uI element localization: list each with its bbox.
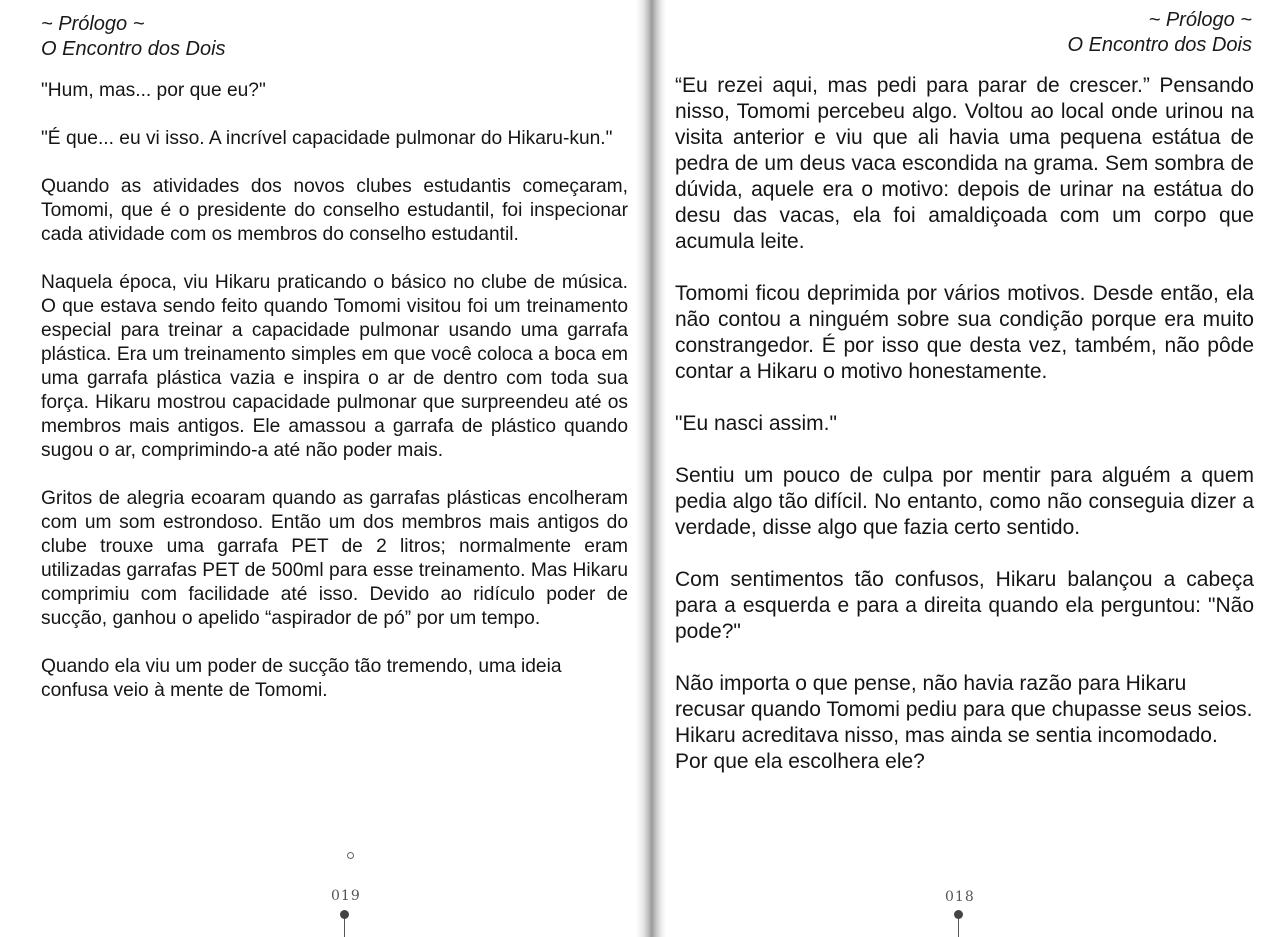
paragraph: Naquela época, viu Hikaru praticando o básico no clube de música. O que estava sendo feito quando Tomomi visitou foi um treinamento especial para treinar a capacidade pulmonar usando uma garrafa plástica. Era um treinamento simples em que você coloca a boca em uma garrafa plástica vazia e inspira o ar de dentro com toda sua força. Hikaru mostrou capacidade pulmonar que surpreendeu até os membros mais antigos. Ele amassou a garrafa de plástico quando sugou o ar, comprimindo-a até não poder mais. [41, 272, 628, 461]
page-number-right: 018 [945, 889, 975, 905]
paragraph: "Eu nasci assim." [675, 412, 837, 435]
chapter-header-right [1067, 8, 1252, 57]
chapter-subtitle: O Encontro dos Dois [41, 37, 226, 60]
right-page [656, 0, 1280, 937]
paragraph: "Hum, mas... por que eu?" [41, 80, 266, 101]
paragraph: Com sentimentos tão confusos, Hikaru balançou a cabeça para a esquerda e para a direita quando ela perguntou: "Não pode?" [675, 568, 1254, 643]
paragraph: "É que... eu vi isso. A incrível capacidade pulmonar do Hikaru-kun." [41, 128, 613, 149]
page-number-left: 019 [331, 888, 361, 904]
stray-mark [347, 852, 354, 859]
paragraph: Tomomi ficou deprimida por vários motivos. Desde então, ela não contou a ninguém sobre sua condição porque era muito constrangedor. É por isso que desta vez, também, não pôde contar a Hikaru o motivo honestamente. [675, 282, 1254, 383]
body-text-left [41, 79, 628, 727]
chapter-header-left [41, 12, 226, 61]
page-marker-pin-icon [958, 915, 959, 937]
paragraph: Quando ela viu um poder de sucção tão tremendo, uma ideia confusa veio à mente de Tomomi. [41, 656, 562, 701]
chapter-title: ~ Prólogo ~ [41, 13, 145, 35]
paragraph: Sentiu um pouco de culpa por mentir para alguém a quem pedia algo tão difícil. No entanto, como não conseguia dizer a verdade, disse algo que fazia certo sentido. [675, 464, 1254, 539]
page-marker-pin-icon [344, 915, 345, 937]
chapter-subtitle: O Encontro dos Dois [1067, 33, 1252, 56]
chapter-title: ~ Prólogo ~ [1148, 9, 1252, 31]
paragraph: Gritos de alegria ecoaram quando as garrafas plásticas encolheram com um som estrondoso. Então um dos membros mais antigos do clube trouxe uma garrafa PET de 2 litros; normalmente eram utilizadas garrafas PET de 500ml para esse treinamento. Mas Hikaru comprimiu com facilidade até isso. Devido ao ridículo poder de sucção, ganhou o apelido “aspirador de pó” por um tempo. [41, 488, 628, 629]
paragraph: Quando as atividades dos novos clubes estudantis começaram, Tomomi, que é o presidente do conselho estudantil, foi inspecionar cada atividade com os membros do conselho estudantil. [41, 176, 628, 245]
paragraph: Não importa o que pense, não havia razão para Hikaru recusar quando Tomomi pediu para que chupasse seus seios. Hikaru acreditava nisso, mas ainda se sentia incomodado. Por que ela escolhera ele? [675, 672, 1253, 773]
paragraph: “Eu rezei aqui, mas pedi para parar de crescer.” Pensando nisso, Tomomi percebeu algo. Voltou ao local onde urinou na visita anterior e viu que ali havia uma pequena estátua de pedra de um deus vaca escondida na grama. Sem sombra de dúvida, aquele era o motivo: depois de urinar na estátua do desu das vacas, ela foi amaldiçoada com um corpo que acumula leite. [675, 74, 1254, 253]
body-text-right [675, 73, 1254, 801]
book-spine-gutter [636, 0, 666, 937]
